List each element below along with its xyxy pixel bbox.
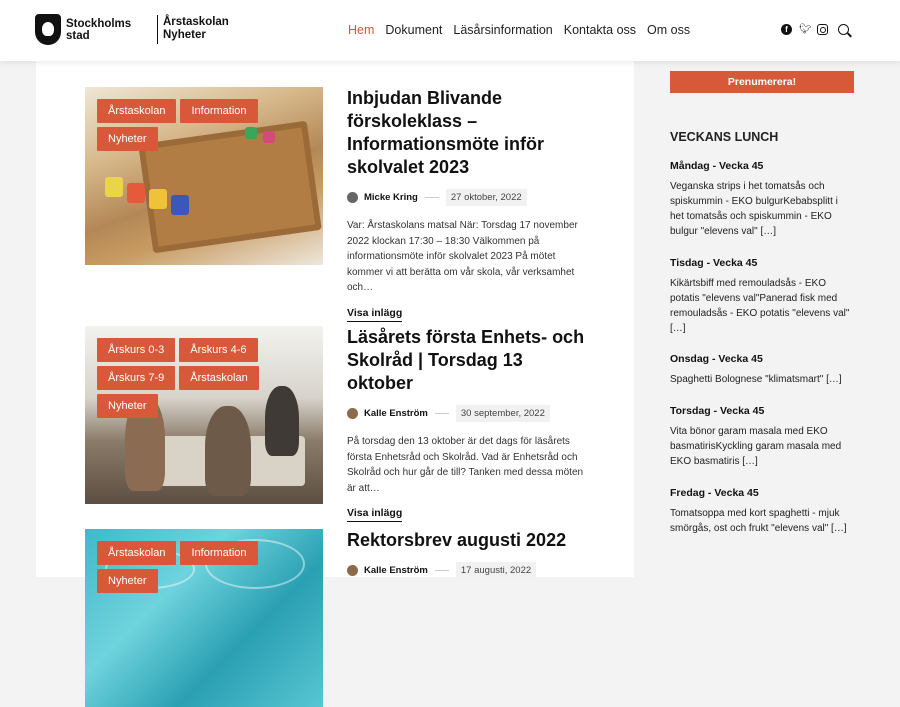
lunch-day (670, 257, 854, 336)
post-excerpt: På torsdag den 13 oktober är det dags för läsårets första Enhetsråd och Skolråd. Vad är Enhetsråd och Skolråd och hur går de till? Tanken med dessa möten är att… (347, 436, 584, 494)
post-body (347, 87, 587, 322)
post-meta (347, 562, 587, 579)
post-date: 30 september, 2022 (456, 405, 550, 422)
post-thumbnail[interactable] (85, 87, 323, 265)
twitter-icon[interactable]: 🐦︎ (799, 24, 812, 35)
post-list (36, 61, 634, 587)
lunch-day-menu: Veganska strips i het tomatsås och spiskummin - EKO bulgurKebabsplitt i het tomatsås och spiskummin - EKO bulgur "elevens val" […] (670, 181, 838, 237)
lunch-day-name: Onsdag - Vecka 45 (670, 353, 763, 365)
subscribe-button[interactable]: Prenumerera! (670, 71, 854, 93)
tag[interactable]: Information (180, 99, 257, 123)
tag[interactable]: Nyheter (97, 569, 158, 593)
meta-divider (435, 570, 449, 571)
lunch-day (670, 160, 854, 239)
post-tags (97, 338, 277, 422)
post-title[interactable]: Rektorsbrev augusti 2022 (347, 530, 567, 550)
post-meta (347, 189, 587, 206)
lunch-day-name: Torsdag - Vecka 45 (670, 405, 765, 417)
tag[interactable]: Nyheter (97, 394, 158, 418)
lunch-day (670, 353, 854, 387)
nav-item-lasarsinformation[interactable]: Läsårsinformation (453, 23, 553, 37)
nav-item-dokument[interactable]: Dokument (385, 23, 443, 37)
tag[interactable]: Årskurs 7-9 (97, 366, 175, 390)
logo-divider (157, 15, 158, 44)
tag[interactable]: Årstaskolan (97, 99, 176, 123)
post-author[interactable]: Kalle Enström (364, 565, 428, 576)
site-header (0, 0, 900, 61)
lunch-day-menu: Spaghetti Bolognese "klimatsmart" […] (670, 374, 842, 385)
stockholm-logo[interactable] (35, 14, 136, 45)
post-tags (97, 99, 277, 155)
playdough-cup (105, 177, 123, 197)
instagram-icon[interactable] (817, 24, 828, 35)
post-title[interactable]: Läsårets första Enhets- och Skolråd | Torsdag 13 oktober (347, 327, 585, 393)
post-date: 27 oktober, 2022 (446, 189, 527, 206)
tag[interactable]: Nyheter (97, 127, 158, 151)
tag[interactable]: Årskurs 4-6 (179, 338, 257, 362)
read-more-link[interactable]: Visa inlägg (347, 307, 402, 322)
nav-item-hem[interactable]: Hem (348, 23, 375, 37)
social-links (781, 24, 835, 35)
avatar (347, 565, 358, 576)
post-thumbnail[interactable] (85, 326, 323, 504)
read-more-link[interactable]: Visa inlägg (347, 507, 402, 522)
tag[interactable]: Årstaskolan (97, 541, 176, 565)
post-thumbnail[interactable] (85, 529, 323, 707)
site-name[interactable] (163, 16, 229, 42)
nav-item-om-oss[interactable]: Om oss (647, 23, 691, 37)
lunch-day-name: Tisdag - Vecka 45 (670, 257, 758, 269)
lunch-day-menu: Tomatsoppa med kort spaghetti - mjuk smörgås, ost och frukt "elevens val" […] (670, 508, 847, 534)
lunch-day-name: Fredag - Vecka 45 (670, 487, 759, 499)
lunch-widget-title: VECKANS LUNCH (670, 130, 779, 144)
site-name-line2: Nyheter (163, 29, 206, 41)
tag[interactable]: Årskurs 0-3 (97, 338, 175, 362)
lunch-day-menu: Kikärtsbiff med remouladsås - EKO potatis "elevens val"Panerad fisk med remouladsås - EKO potatis "elevens val" […] (670, 278, 850, 334)
tag[interactable]: Information (180, 541, 257, 565)
lunch-day (670, 487, 854, 536)
playdough-cup (127, 183, 145, 203)
playdough-cup (149, 189, 167, 209)
search-icon[interactable] (838, 24, 849, 35)
meta-divider (435, 413, 449, 414)
post-body (347, 326, 587, 522)
crest-icon (35, 14, 61, 45)
lunch-day-menu: Vita bönor garam masala med EKO basmatirisKyckling garam masala med EKO basmatiris […] (670, 426, 842, 467)
post-tags (97, 541, 277, 597)
post-body (347, 529, 587, 579)
main-nav (348, 23, 701, 37)
meta-divider (425, 197, 439, 198)
post-title[interactable]: Inbjudan Blivande förskoleklass – Informationsmöte inför skolvalet 2023 (347, 88, 544, 177)
logo-text: Stockholms stad (66, 17, 132, 42)
nav-item-kontakta-oss[interactable]: Kontakta oss (563, 23, 637, 37)
post-meta (347, 405, 587, 422)
lunch-day-name: Måndag - Vecka 45 (670, 160, 764, 172)
post-excerpt: Var: Årstaskolans matsal När: Torsdag 17 november 2022 klockan 17:30 – 18:30 Välkommen på informationsmöte inför skolvalet 2023 På mötet kommer vi att berätta om vår skola, vår verksamhet och… (347, 220, 578, 293)
avatar (347, 408, 358, 419)
playdough-cup (171, 195, 189, 215)
site-name-line1: Årstaskolan (163, 16, 229, 28)
lunch-day (670, 405, 854, 469)
post-author[interactable]: Micke Kring (364, 192, 418, 203)
tag[interactable]: Årstaskolan (179, 366, 258, 390)
post-date: 17 augusti, 2022 (456, 562, 536, 579)
facebook-icon[interactable]: f (781, 24, 792, 35)
avatar (347, 192, 358, 203)
post-author[interactable]: Kalle Enström (364, 408, 428, 419)
